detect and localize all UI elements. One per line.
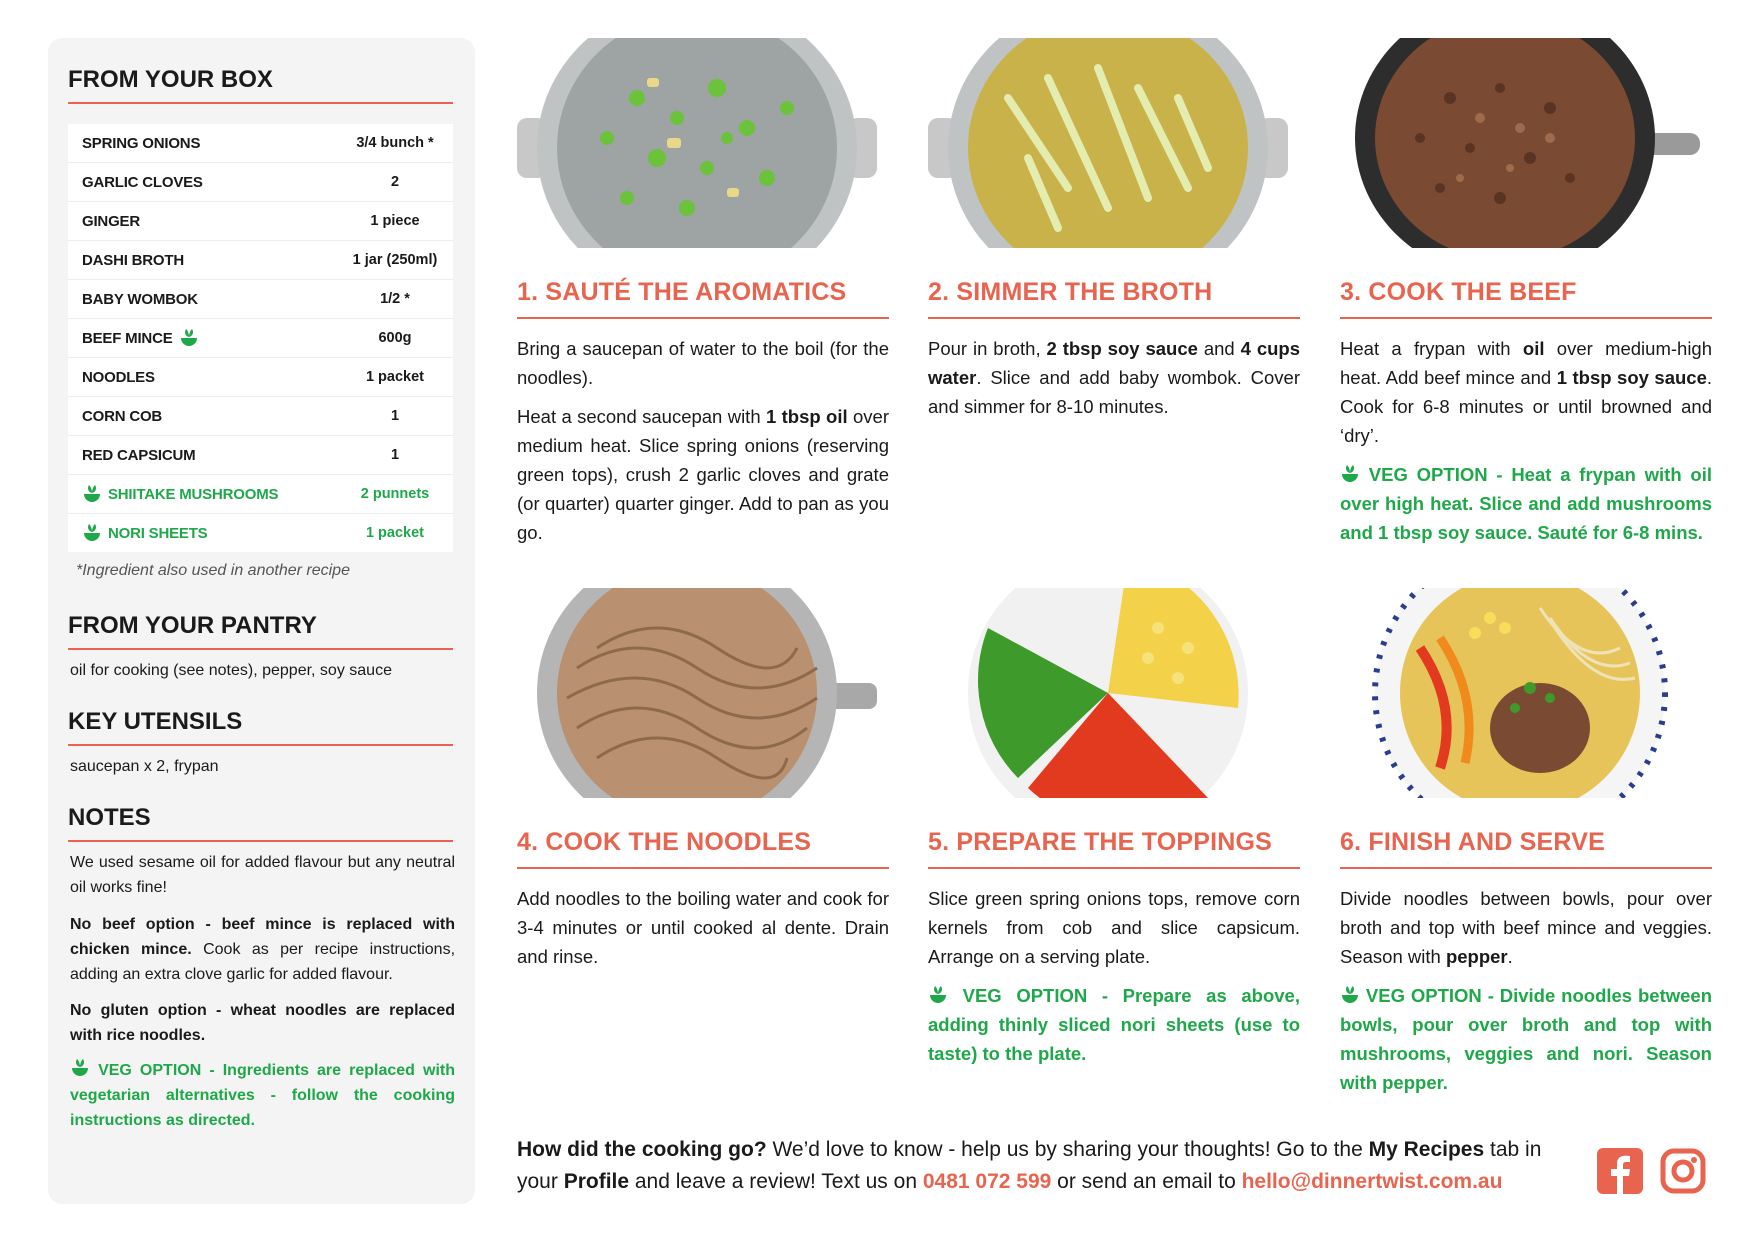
- text-span: and: [1197, 338, 1241, 359]
- ingredient-qty: 1 piece: [370, 213, 420, 229]
- ingredient-name: BABY WOMBOK: [82, 290, 198, 308]
- step-4-image: [517, 588, 877, 798]
- ingredient-name: DASHI BROTH: [82, 251, 184, 269]
- ingredient-qty: 1: [390, 447, 400, 463]
- text-span: Divide noodles between bowls, pour over broth and top with beef mince and veggies. Season with: [1340, 888, 1712, 967]
- note-no-beef-bold: No beef option - beef mince is replaced with chicken mince.: [70, 916, 455, 958]
- note-no-beef-rest: Cook as per recipe instructions, adding an extra clove garlic for added flavour.: [70, 941, 456, 983]
- step-3-image: [1340, 38, 1700, 248]
- step-1-p1: Bring a saucepan of water to the boil (for the noodles).: [517, 338, 889, 388]
- profile-label: Profile: [563, 1170, 630, 1193]
- footnote: *Ingredient also used in another recipe: [76, 562, 350, 579]
- from-your-box-title: FROM YOUR BOX: [68, 66, 453, 104]
- ingredient-qty: 2 punnets: [360, 486, 430, 502]
- veg-leaf-icon: [928, 985, 948, 1005]
- ingredient-label: BEEF MINCE: [82, 329, 173, 347]
- key-utensils-title: KEY UTENSILS: [68, 708, 453, 746]
- ingredient-table: [68, 124, 453, 552]
- step-4-body: [517, 884, 889, 981]
- notes-title: NOTES: [68, 804, 453, 842]
- step-4-p1: Add noodles to the boiling water and cook for 3-4 minutes or until cooked al dente. Drain and rinse.: [517, 888, 889, 967]
- swap-leaf-icon: [179, 328, 199, 348]
- ingredient-name: CORN COB: [82, 407, 163, 425]
- step-6-title: 6. FINISH AND SERVE: [1340, 828, 1712, 869]
- ingredient-qty: 1 jar (250ml): [352, 252, 438, 268]
- text-span: We’d love to know - help us by sharing your thoughts! Go to the: [766, 1138, 1369, 1161]
- step-2-p1: [928, 334, 1300, 421]
- step-1-image: [517, 38, 877, 248]
- text-span: Heat a second saucepan with: [517, 406, 766, 427]
- veg-leaf-icon: [1340, 464, 1360, 484]
- note-no-gluten: No gluten option - wheat noodles are replaced with rice noodles.: [70, 1002, 455, 1044]
- ingredient-row-veg: [68, 514, 453, 552]
- email-link[interactable]: hello@dinnertwist.com.au: [1241, 1170, 1503, 1193]
- step-1-body: [517, 334, 889, 557]
- veg-text: VEG OPTION - Divide noodles between bowls, pour over broth and top with mushrooms, veggies and nori. Season with pepper.: [1340, 985, 1712, 1093]
- text-span: and leave a review! Text us on: [629, 1170, 923, 1193]
- text-span: over medium heat. Slice spring onions (reserving green tops), crush 2 garlic cloves and grate (or quarter) quarter ginger. Add to pan as you go.: [517, 406, 889, 543]
- pantry-text: oil for cooking (see notes), pepper, soy sauce: [70, 662, 392, 679]
- step-2-title: 2. SIMMER THE BROTH: [928, 278, 1300, 319]
- step-4-title: 4. COOK THE NOODLES: [517, 828, 889, 869]
- instagram-icon[interactable]: [1660, 1148, 1706, 1194]
- footer-question: How did the cooking go?: [517, 1138, 767, 1161]
- ingredient-name: [68, 484, 337, 504]
- ingredient-row: [68, 397, 453, 436]
- text-span: . Slice and add baby wombok. Cover and simmer for 8-10 minutes.: [928, 367, 1300, 417]
- note-veg-text: VEG OPTION - Ingredients are replaced with vegetarian alternatives - follow the cooking instructions as directed.: [70, 1062, 456, 1129]
- step-6-image: [1340, 588, 1700, 798]
- bold-span: 1 tbsp soy sauce: [1556, 367, 1707, 388]
- feedback-footer: [517, 1134, 1567, 1198]
- text-span: over medium-high heat. Add beef mince and: [1340, 338, 1713, 388]
- ingredient-row: [68, 202, 453, 241]
- step-2-image: [928, 38, 1288, 248]
- utensils-text: saucepan x 2, frypan: [70, 758, 219, 775]
- bold-span: pepper: [1445, 946, 1508, 967]
- ingredient-row: [68, 358, 453, 397]
- step-5-body: [928, 884, 1300, 1078]
- text-span: Heat a frypan with: [1340, 338, 1523, 359]
- ingredient-row-veg: [68, 475, 453, 514]
- my-recipes-label: My Recipes: [1368, 1138, 1485, 1161]
- ingredient-name: GINGER: [82, 212, 140, 230]
- ingredient-row: [68, 124, 453, 163]
- text-span: Pour in broth,: [928, 338, 1047, 359]
- ingredient-row: [68, 163, 453, 202]
- ingredient-name: SPRING ONIONS: [82, 134, 201, 152]
- step-2-body: [928, 334, 1300, 431]
- note-no-beef: [70, 912, 455, 987]
- step-3-title: 3. COOK THE BEEF: [1340, 278, 1712, 319]
- step-1-title: 1. SAUTÉ THE AROMATICS: [517, 278, 889, 319]
- ingredient-label: NORI SHEETS: [108, 524, 208, 542]
- ingredient-qty: 600g: [378, 330, 412, 346]
- ingredient-qty: 2: [390, 174, 400, 190]
- step-3-p1: [1340, 334, 1712, 450]
- step-3-body: [1340, 334, 1712, 557]
- step-3-veg-option: [1340, 460, 1712, 547]
- ingredient-qty: 3/4 bunch *: [356, 135, 434, 151]
- veg-leaf-icon: [1340, 985, 1360, 1005]
- step-6-body: [1340, 884, 1712, 1107]
- ingredient-name: RED CAPSICUM: [82, 446, 196, 464]
- bold-span: 1 tbsp oil: [765, 406, 848, 427]
- text-span: .: [1507, 946, 1513, 967]
- ingredient-qty: 1/2 *: [380, 291, 410, 307]
- facebook-icon[interactable]: [1597, 1148, 1643, 1194]
- note-veg-option: [70, 1058, 455, 1133]
- from-your-pantry-title: FROM YOUR PANTRY: [68, 612, 453, 650]
- ingredient-name: [68, 523, 337, 543]
- phone-link[interactable]: 0481 072 599: [922, 1170, 1052, 1193]
- ingredient-label: SHIITAKE MUSHROOMS: [108, 485, 279, 503]
- step-1-p2: [517, 402, 889, 547]
- veg-leaf-icon: [70, 1058, 90, 1078]
- ingredient-qty: 1 packet: [365, 369, 425, 385]
- text-span: or send an email to: [1051, 1170, 1242, 1193]
- bold-span: 4 cups water: [928, 338, 1301, 388]
- text-span: tab in your: [517, 1138, 1542, 1193]
- ingredient-row: [68, 319, 453, 358]
- ingredient-name: [68, 328, 337, 348]
- veg-leaf-icon: [82, 484, 102, 504]
- veg-text: VEG OPTION - Heat a frypan with oil over high heat. Slice and add mushrooms and 1 tbsp soy sauce. Sauté for 6-8 mins.: [1340, 464, 1712, 543]
- note-oil: We used sesame oil for added flavour but any neutral oil works fine!: [70, 854, 455, 896]
- ingredient-name: GARLIC CLOVES: [82, 173, 203, 191]
- ingredient-qty: 1 packet: [365, 525, 425, 541]
- ingredient-row: [68, 436, 453, 475]
- ingredient-name: NOODLES: [82, 368, 155, 386]
- veg-leaf-icon: [82, 523, 102, 543]
- bold-span: oil: [1522, 338, 1545, 359]
- step-5-image: [928, 588, 1288, 798]
- bold-span: 2 tbsp soy sauce: [1046, 338, 1198, 359]
- ingredients-panel: [48, 38, 475, 1204]
- step-5-title: 5. PREPARE THE TOPPINGS: [928, 828, 1300, 869]
- step-6-veg-option: [1340, 981, 1712, 1097]
- step-6-p1: [1340, 884, 1712, 971]
- ingredient-row: [68, 280, 453, 319]
- step-5-p1: Slice green spring onions tops, remove corn kernels from cob and slice capsicum. Arrange on a serving plate.: [928, 888, 1300, 967]
- veg-text: VEG OPTION - Prepare as above, adding thinly sliced nori sheets (use to taste) to the plate.: [928, 985, 1300, 1064]
- ingredient-qty: 1: [390, 408, 400, 424]
- text-span: . Cook for 6-8 minutes or until browned and ‘dry’.: [1340, 367, 1713, 446]
- ingredient-row: [68, 241, 453, 280]
- step-5-veg-option: [928, 981, 1300, 1068]
